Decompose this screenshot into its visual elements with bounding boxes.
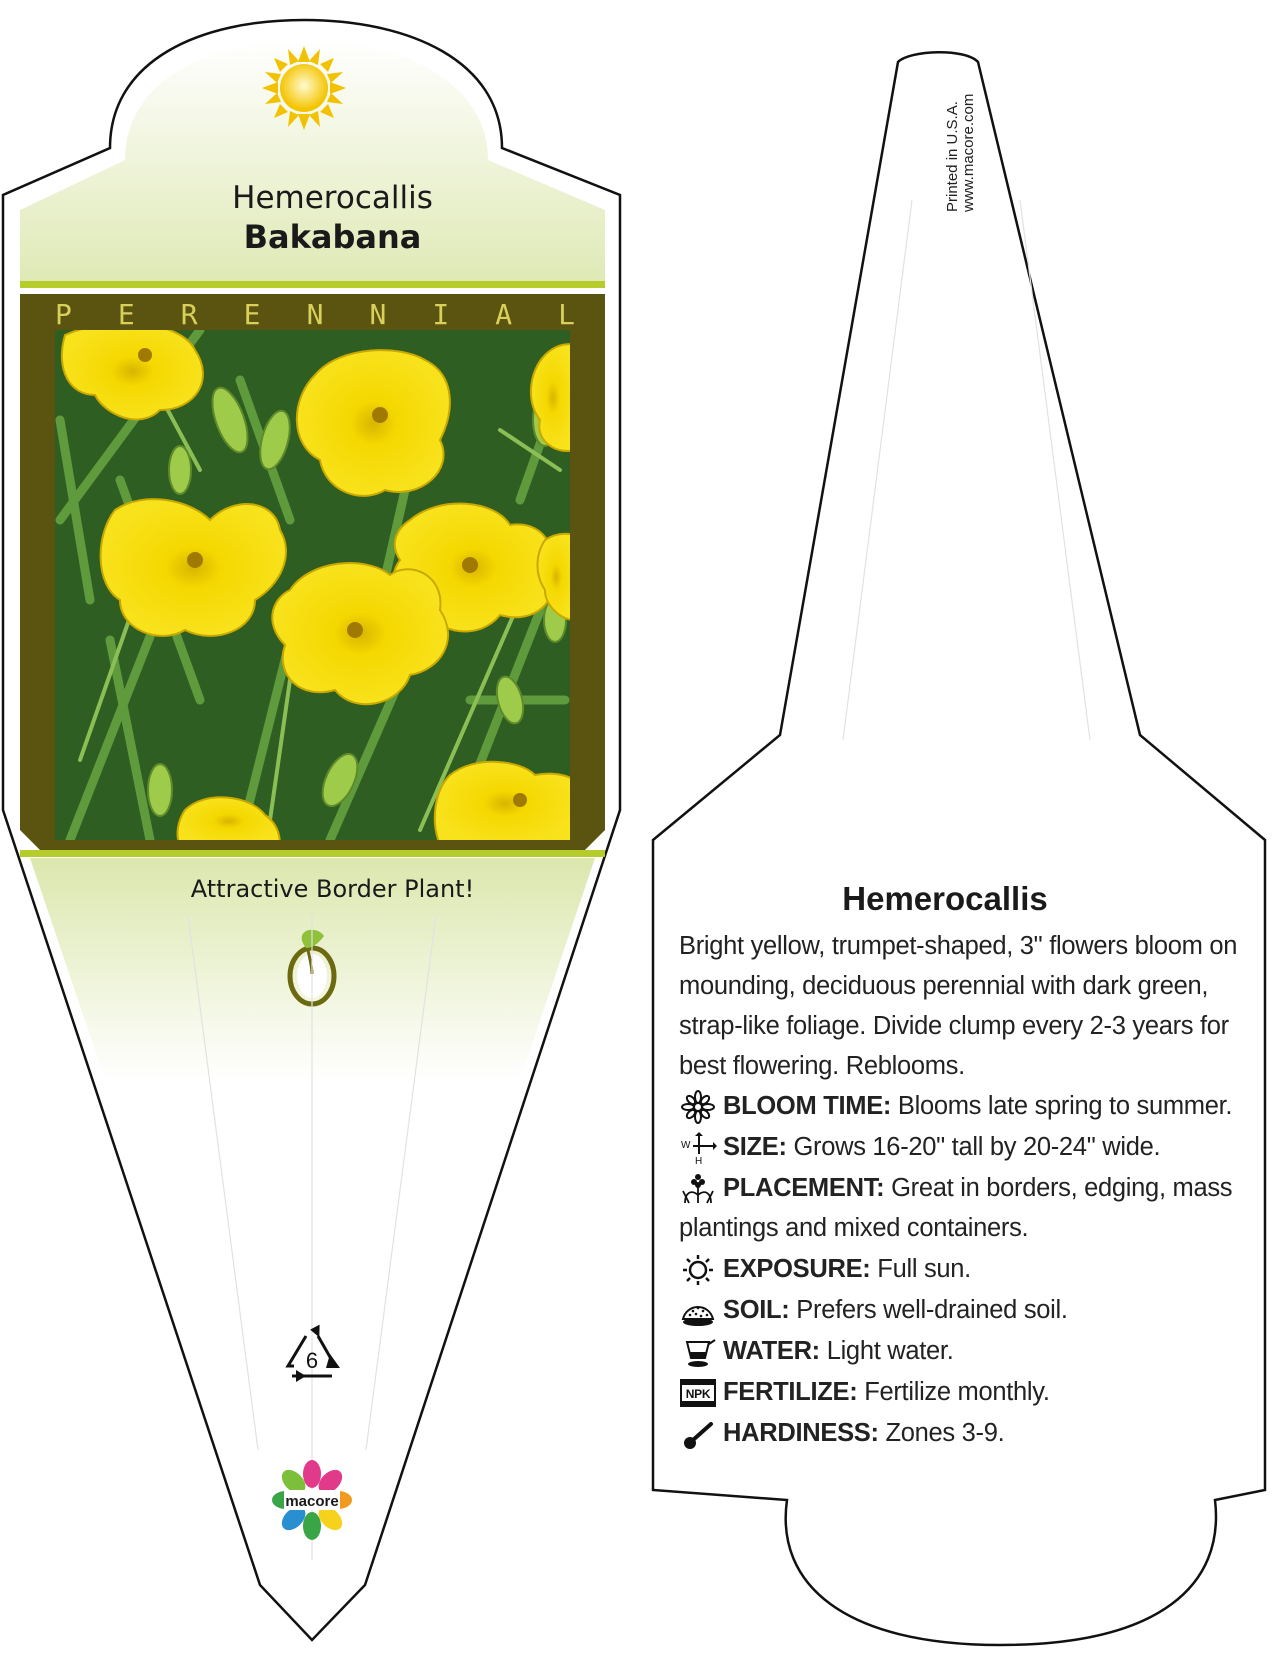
water-value: Light water. <box>826 1337 954 1365</box>
back-description: Bright yellow, trumpet-shaped, 3" flowers bloom on mounding, deciduous perennial with dark green, strap-like foliage. Divide clump every 2-3 years for best flowering. Reblooms. <box>679 932 1238 1080</box>
brand-name: macore <box>285 1493 339 1510</box>
attr-water <box>679 1331 1249 1371</box>
watering-can-icon <box>679 1336 717 1368</box>
exposure-value: Full sun. <box>877 1255 971 1283</box>
printed-in-usa: Printed in U.S.A. <box>944 101 961 212</box>
website: www.macore.com <box>960 93 977 212</box>
fertilize-value: Fertilize monthly. <box>864 1378 1050 1406</box>
sun-icon <box>679 1254 717 1286</box>
attr-exposure <box>679 1249 1249 1289</box>
soil-value: Prefers well-drained soil. <box>796 1296 1068 1324</box>
category-letter: N <box>369 298 387 331</box>
category-letter: N <box>306 298 324 331</box>
size-icon-h: H <box>695 1156 702 1168</box>
category-letter: E <box>243 298 261 331</box>
sun-icon <box>262 46 346 130</box>
npk-icon <box>679 1377 717 1409</box>
soil-label: SOIL: <box>723 1296 790 1324</box>
macore-logo <box>272 1460 352 1540</box>
size-label: SIZE: <box>723 1133 787 1161</box>
attr-placement <box>679 1168 1249 1248</box>
size-icon-w: W <box>681 1140 691 1152</box>
daylily-photo <box>55 323 575 845</box>
front-cultivar: Bakabana <box>243 218 422 256</box>
category-letter: L <box>558 298 575 331</box>
printed-info <box>945 50 975 220</box>
tagline: Attractive Border Plant! <box>190 875 475 903</box>
fertilize-label: FERTILIZE: <box>723 1378 858 1406</box>
water-label: WATER: <box>723 1337 820 1365</box>
size-value: Grows 16-20" tall by 20-24" wide. <box>793 1133 1161 1161</box>
placement-icon <box>679 1173 717 1205</box>
attr-hardiness <box>679 1413 1249 1453</box>
flower-icon <box>679 1091 717 1123</box>
placement-label: PLACEMENT: <box>723 1174 885 1202</box>
bloom-time-label: BLOOM TIME: <box>723 1092 892 1120</box>
front-genus: Hemerocallis <box>232 180 433 216</box>
bloom-time-value: Blooms late spring to summer. <box>897 1092 1233 1120</box>
category-letter: I <box>432 298 450 331</box>
hardiness-label: HARDINESS: <box>723 1419 879 1447</box>
back-title: Hemerocallis <box>842 880 1048 917</box>
category-letter: A <box>495 298 513 331</box>
category-letter: R <box>180 298 198 331</box>
recycle-number: 6 <box>305 1348 319 1373</box>
hardiness-value: Zones 3-9. <box>885 1419 1005 1447</box>
category-letter: P <box>55 298 72 331</box>
attr-size <box>679 1127 1249 1167</box>
soil-icon <box>679 1295 717 1327</box>
thermometer-icon <box>679 1418 717 1450</box>
attr-bloom-time <box>679 1086 1249 1126</box>
attr-soil <box>679 1290 1249 1330</box>
size-icon <box>679 1132 717 1168</box>
attr-fertilize <box>679 1372 1249 1412</box>
exposure-label: EXPOSURE: <box>723 1255 871 1283</box>
npk-text: NPK <box>685 1387 711 1402</box>
category-letter: E <box>117 298 135 331</box>
category-label <box>55 298 575 331</box>
placement-value: Great in borders, edging, mass plantings and mixed containers. <box>679 1174 1233 1242</box>
